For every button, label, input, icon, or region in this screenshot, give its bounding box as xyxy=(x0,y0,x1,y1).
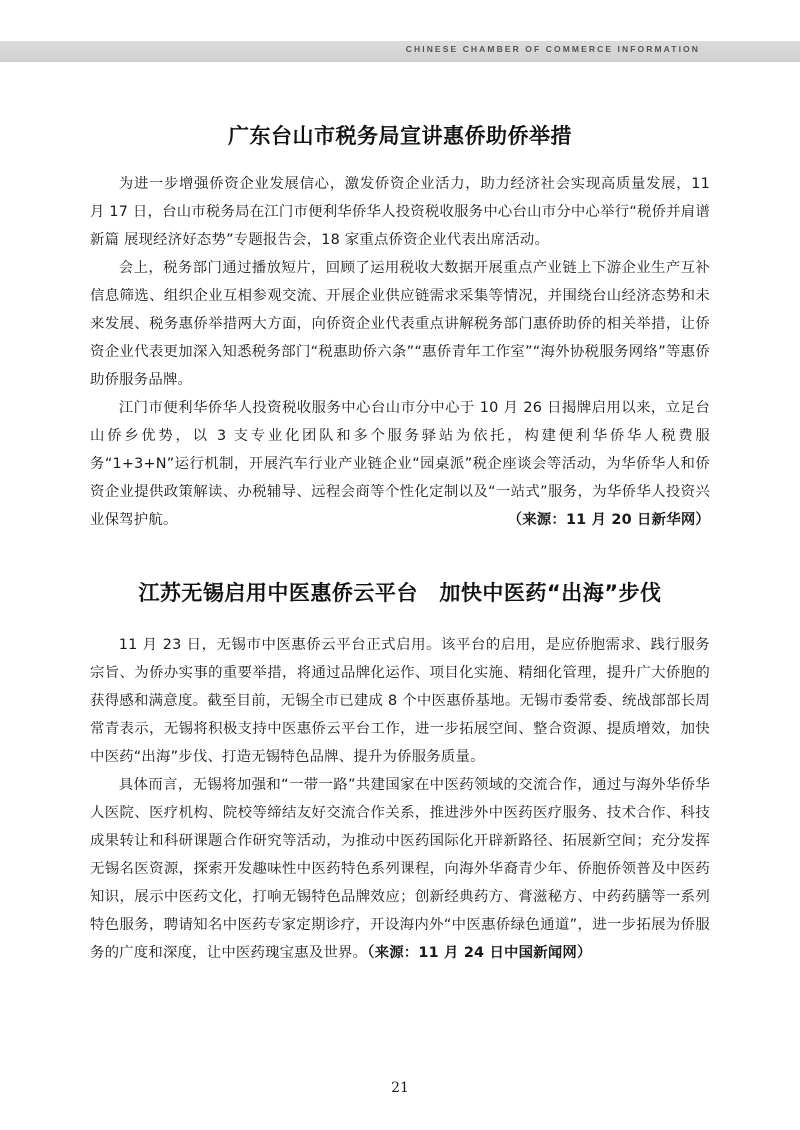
article-taishan-tax xyxy=(90,120,710,534)
header-title: CHINESE CHAMBER OF COMMERCE INFORMATION xyxy=(405,44,700,54)
article-title: 江苏无锡启用中医惠侨云平台 加快中医药“出海”步伐 xyxy=(138,581,662,605)
paragraph-text: 江门市便利华侨华人投资税收服务中心台山市分中心于 10 月 26 日揭牌启用以来，立足台山侨乡优势，以 3 支专业化团队和多个服务驿站为依托，构建便利华侨华人税费服务“1+3+N”运行机制，开展汽车行业产业链企业“园桌派”税企座谈会等活动，为华侨华人和侨资企业提供政策解读、办税辅导、远程会商等个性化定制以及“一站式”服务，为华侨华人投资兴业保驾护航。 xyxy=(90,400,710,528)
article-paragraph: 为进一步增强侨资企业发展信心，激发侨资企业活力，助力经济社会实现高质量发展，11 月 17 日，台山市税务局在江门市便利华侨华人投资税收服务中心台山市分中心举行“税侨并肩谱新篇 展现经济好态势”专题报告会，18 家重点侨资企业代表出席活动。 xyxy=(90,176,710,248)
paragraph-text: 具体而言，无锡将加强和“一带一路”共建国家在中医药领域的交流合作，通过与海外华侨华人医院、医疗机构、院校等缔结友好交流合作关系，推进涉外中医药医疗服务、技术合作、科技成果转让和科研课题合作研究等活动，为推动中医药国际化开辟新路径、拓展新空间；充分发挥无锡名医资源，探索开发趣味性中医药特色系列课程，向海外华裔青少年、侨胞侨领普及中医药知识，展示中医药文化，打响无锡特色品牌效应；创新经典药方、膏滋秘方、中药药膳等一系列特色服务，聘请知名中医药专家定期诊疗，开设海内外“中医惠侨绿色通道”，进一步拓展为侨服务的广度和深度，让中医药瑰宝惠及世界。 xyxy=(90,777,710,961)
article-paragraph xyxy=(90,771,710,967)
article-paragraph: 11 月 23 日，无锡市中医惠侨云平台正式启用。该平台的启用，是应侨胞需求、践行服务宗旨、为侨办实事的重要举措，将通过品牌化运作、项目化实施、精细化管理，提升广大侨胞的获得感和满意度。截至目前，无锡全市已建成 8 个中医惠侨基地。无锡市委常委、统战部部长周常青表示，无锡将积极支持中医惠侨云平台工作，进一步拓展空间、整合资源、提质增效，加快中医药“出海”步伐、打造无锡特色品牌、提升为侨服务质量。 xyxy=(90,637,710,765)
article-title: 广东台山市税务局宣讲惠侨助侨举措 xyxy=(228,124,572,148)
article-paragraph: 会上，税务部门通过播放短片，回顾了运用税收大数据开展重点产业链上下游企业生产互补信息筛选、组织企业互相参观交流、开展企业供应链需求采集等情况，并围绕台山经济态势和未来发展、税务惠侨举措两大方面，向侨资企业代表重点讲解税务部门惠侨助侨的相关举措，让侨资企业代表更加深入知悉税务部门“税惠助侨六条”“惠侨青年工作室”“海外协税服务网络”等惠侨助侨服务品牌。 xyxy=(90,260,710,388)
article-source: （来源：11 月 20 日新华网） xyxy=(507,512,710,528)
page-number: 21 xyxy=(391,1080,409,1096)
article-paragraph xyxy=(90,394,710,534)
article-wuxi-tcm xyxy=(90,577,710,967)
article-source: （来源：11 月 24 日中国新闻网） xyxy=(367,945,592,961)
